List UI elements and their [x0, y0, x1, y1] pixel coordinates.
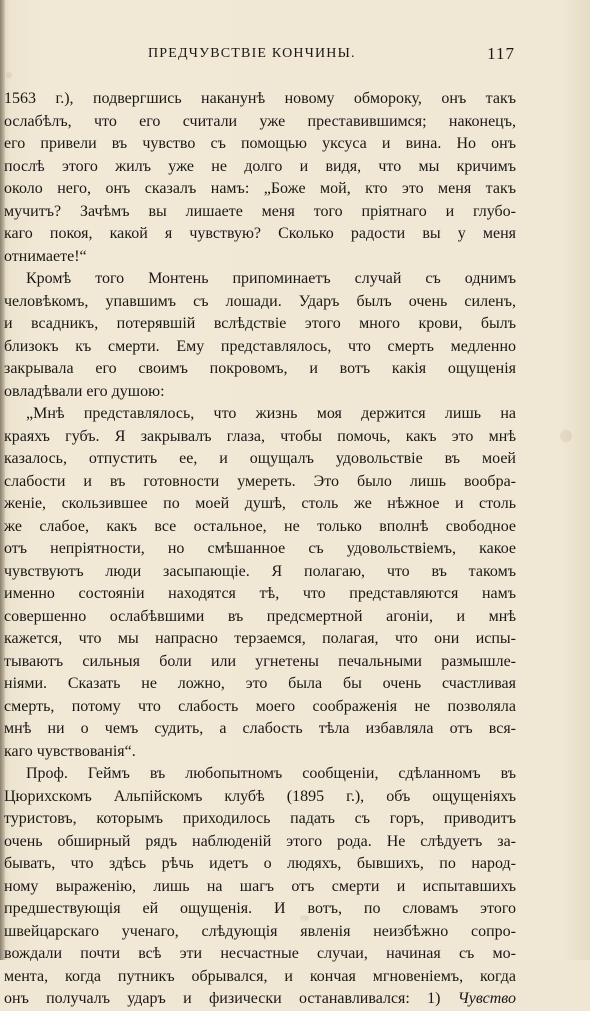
paper-speck: [6, 72, 12, 78]
quote-start-line: „Мнѣ представлялось, что жизнь моя держится лишь на: [26, 405, 516, 422]
text-line: вождали почти всѣ эти несчастные случаи, начиная съ мо-: [4, 945, 516, 962]
paragraph-start-line: Кромѣ того Монтень припоминаетъ случай съ однимъ: [26, 270, 516, 287]
text-line: овладѣвали его душою:: [4, 382, 165, 400]
text-line: кажется, что мы напрасно терзаемся, полагая, что они испы-: [4, 630, 516, 647]
text-line: совершенно ослабѣвшими въ предсмертной агоніи, и мнѣ: [4, 607, 516, 625]
body-text: [4, 88, 516, 1011]
text-line: казалось, отпустить ее, и ощущалъ удовольствіе въ моей: [4, 450, 516, 467]
text-line: туристовъ, которымъ приходилось падать съ горъ, приводитъ: [4, 810, 516, 827]
page-number: 117: [487, 44, 515, 63]
text-line: 1563 г.), подвергшись наканунѣ новому обмороку, онъ такъ: [4, 90, 516, 107]
text-line: каго покоя, какой я чувствую? Сколько радости вы у меня: [4, 225, 516, 242]
text-line: именно состояніи находятся тѣ, что представляются намъ: [4, 585, 516, 602]
text-line: каго чувствованія“.: [4, 742, 136, 760]
text-line: закрывала его своимъ покровомъ, и вотъ какія ощущенія: [4, 360, 516, 377]
text-line: отъ непріятности, но смѣшанное съ удовольствіемъ, какое: [4, 540, 516, 557]
text-line: человѣкомъ, упавшимъ съ лошади. Ударъ былъ очень силенъ,: [4, 292, 516, 310]
text-line: чувствуютъ люди засыпающіе. Я полагаю, что въ такомъ: [4, 562, 516, 580]
text-line: ніями. Сказать не ложно, это была бы очень счастливая: [4, 675, 516, 692]
text-line: мента, когда путникъ обрывался, и кончая мгновеніемъ, когда: [4, 967, 516, 985]
text-line: очень обширный рядъ наблюденій этого рода. Не слѣдуетъ за-: [4, 832, 516, 850]
text-line: мучитъ? Зачѣмъ вы лишаете меня того пріятнаго и глубо-: [4, 202, 516, 220]
text-line: слабости и въ готовности умереть. Это было лишь вообра-: [4, 472, 516, 490]
text-line: его привели въ чувство съ помощью уксуса и вина. Но онъ: [4, 135, 516, 152]
text-line: предшествующія ей ощущенія. И вотъ, по словамъ этого: [4, 900, 516, 917]
text-line: близокъ къ смерти. Ему представлялось, что смерть медленно: [4, 337, 516, 355]
text-line: послѣ этого жилъ уже не долго и видя, что мы кричимъ: [4, 157, 516, 175]
text-line-final: онъ получалъ ударъ и физически останавливался: 1) Чувство: [4, 990, 516, 1007]
text-line: Цюрихскомъ Альпійскомъ клубѣ (1895 г.), объ ощущеніяхъ: [4, 787, 516, 805]
page-header: [0, 44, 590, 68]
paragraph-start-line: Проф. Геймъ въ любопытномъ сообщеніи, сдѣланномъ въ: [26, 765, 516, 782]
paper-speck: [560, 430, 572, 442]
text-line: смерть, потому что слабость моего соображенія не позволяла: [4, 697, 516, 715]
catchword: Чувство: [457, 990, 516, 1007]
text-line: мнѣ ни о чемъ судить, а слабость тѣла избавляла отъ вся-: [4, 720, 516, 737]
text-line: женіе, скользившее по моей душѣ, столь же нѣжное и столь: [4, 495, 516, 512]
text-line: и всадникъ, потерявшій вслѣдствіе этого много крови, былъ: [4, 315, 516, 332]
text-line: краяхъ губъ. Я закрывалъ глаза, чтобы помочь, какъ это мнѣ: [4, 427, 516, 445]
running-head: ПРЕДЧУВСТВІЕ КОНЧИНЫ.: [148, 46, 356, 61]
text-line: ному выраженію, лишь на шагъ отъ смерти и испытавшихъ: [4, 877, 516, 895]
text-line: бывать, что здѣсь рѣчь идетъ о людяхъ, бывшихъ, по народ-: [4, 855, 516, 872]
paper-speck: [300, 915, 309, 921]
text-line: отнимаете!“: [4, 247, 87, 265]
text-line: швейцарскаго ученаго, слѣдующія явленія неизбѣжно сопро-: [4, 922, 516, 940]
text-line: ослабѣлъ, что его считали уже преставившимся; наконецъ,: [4, 112, 516, 130]
text-line: около него, онъ сказалъ намъ: „Боже мой, кто это меня такъ: [4, 180, 516, 197]
text-line: же слабое, какъ все остальное, не только вполнѣ свободное: [4, 517, 516, 535]
text-line: тываютъ сильныя боли или угнетены печальными размышле-: [4, 652, 516, 670]
